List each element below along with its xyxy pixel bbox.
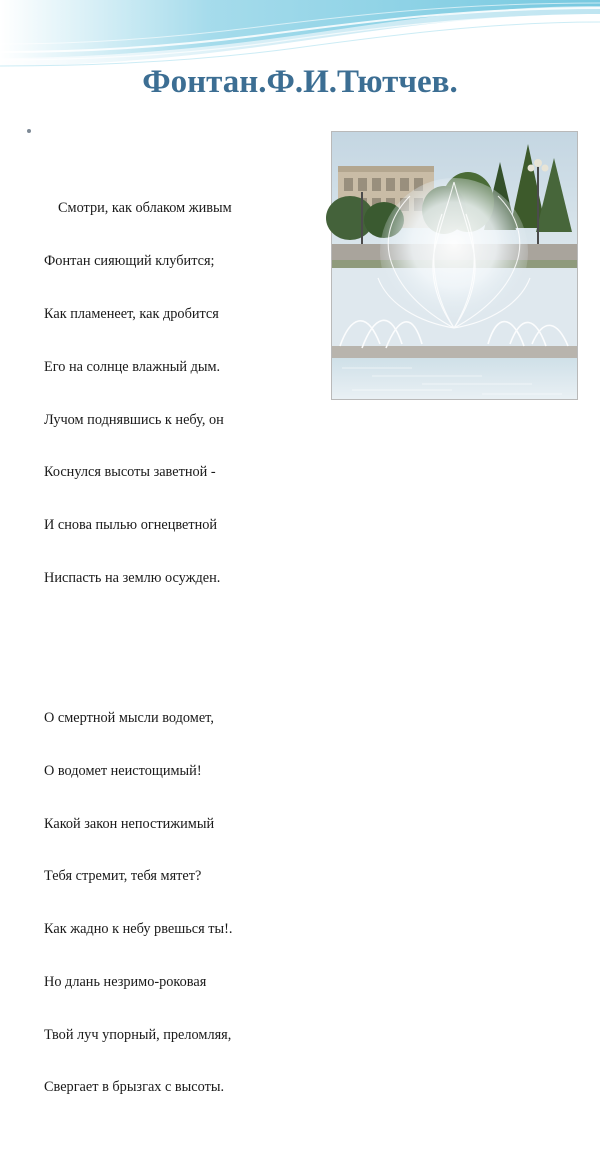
fountain-photo xyxy=(331,131,578,400)
poem-text xyxy=(44,130,324,1167)
poem-line: Коснулся высоты заветной - xyxy=(44,464,216,481)
poem-line: Какой закон непостижимый xyxy=(44,815,215,832)
poem-line: Как жадно к небу рвешься ты!. xyxy=(44,921,233,938)
page-title: Фонтан.Ф.И.Тютчев. xyxy=(142,64,458,100)
poem-stanza xyxy=(44,675,324,1132)
poem-line: И снова пылью огнецветной xyxy=(44,517,218,534)
decorative-swoosh xyxy=(0,0,600,74)
poem-line: Смотри, как облаком живым xyxy=(58,200,232,217)
poem-line: Его на солнце влажный дым. xyxy=(44,358,221,375)
poem-line: О смертной мысли водомет, xyxy=(44,710,214,726)
poem-line: Твой луч упорный, преломляя, xyxy=(44,1026,232,1043)
poem-line: Тебя стремит, тебя мятет? xyxy=(44,868,202,885)
poem-line: О водомет неистощимый! xyxy=(44,762,202,779)
poem-line: Как пламенеет, как дробится xyxy=(44,305,219,322)
poem-line: Фонтан сияющий клубится; xyxy=(44,253,215,270)
poem-line: Ниспасть на землю осужден. xyxy=(44,569,221,586)
poem-line: Свергает в брызгах с высоты. xyxy=(44,1079,225,1096)
poem-line: Но длань незримо-роковая xyxy=(44,973,207,990)
poem-stanza xyxy=(44,165,324,622)
poem-line: Лучом поднявшись к небу, он xyxy=(44,411,224,428)
bullet-marker xyxy=(27,129,31,133)
